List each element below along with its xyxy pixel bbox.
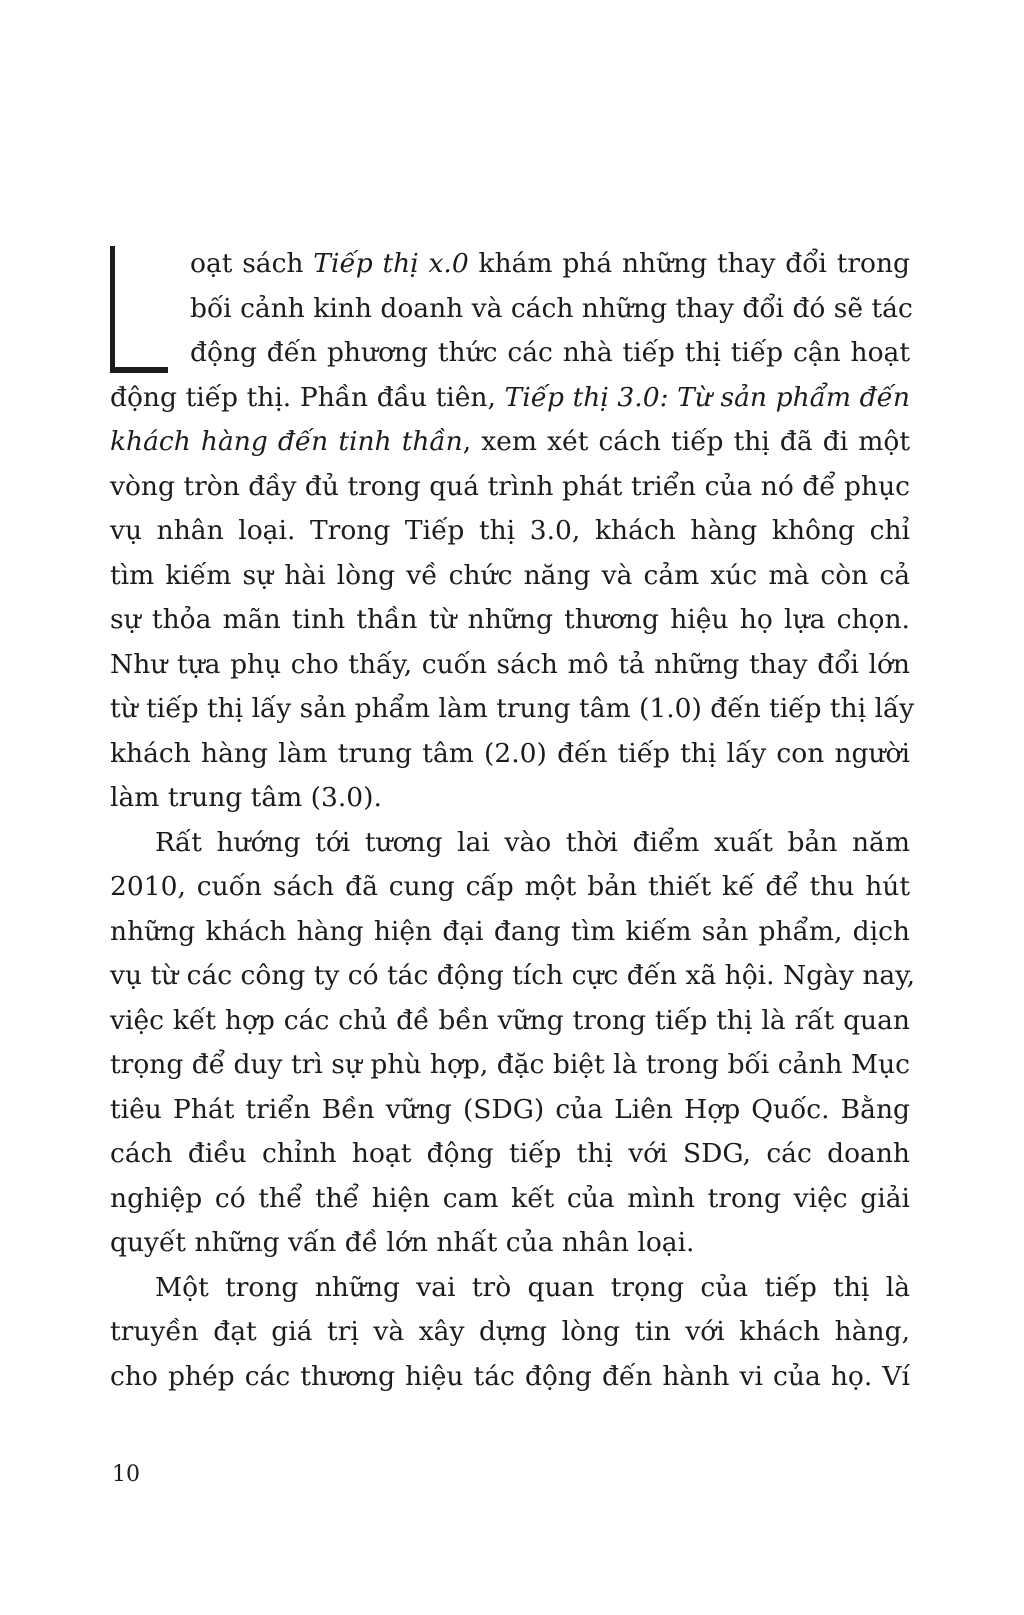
italic-title: Tiếp thị x.0 [313, 248, 469, 279]
text-run: vụ từ các công ty có tác động tích cực đến xã hội. Ngày nay, [110, 960, 916, 991]
text-line [110, 376, 910, 421]
text-run: bối cảnh kinh doanh và cách những thay đổi đó sẽ tác [190, 292, 913, 324]
text-run: quyết những vấn đề lớn nhất của nhân loại. [110, 1227, 695, 1258]
text-run: động đến phương thức các nhà tiếp thị tiếp cận hoạt [190, 337, 910, 368]
text-run: từ tiếp thị lấy sản phẩm làm trung tâm (1.0) đến tiếp thị lấy [110, 693, 915, 724]
text-run: việc kết hợp các chủ đề bền vững trong tiếp thị là rất quan [110, 1004, 910, 1036]
text-line [110, 554, 910, 599]
text-line [110, 1221, 910, 1266]
text-run: cách điều chỉnh hoạt động tiếp thị với SDG, các doanh [110, 1138, 910, 1169]
text-run: , xem xét cách tiếp thị đã đi một [462, 426, 910, 457]
text-line [110, 954, 916, 999]
text-run: nghiệp có thể thể hiện cam kết của mình trong việc giải [110, 1182, 910, 1214]
text-run: làm trung tâm (3.0). [110, 782, 382, 813]
text-run: sự thỏa mãn tinh thần từ những thương hiệu họ lựa chọn. [110, 604, 910, 635]
text-run: khám phá những thay đổi trong [468, 248, 910, 279]
text-line [110, 776, 910, 821]
text-line [190, 287, 913, 332]
text-run: tìm kiếm sự hài lòng về chức năng và cảm xúc mà còn cả [110, 559, 910, 591]
text-line [110, 509, 910, 554]
text-run: Rất hướng tới tương lai vào thời điểm xuất bản năm [155, 826, 910, 858]
text-run: Một trong những vai trò quan trọng của tiếp thị là [155, 1271, 910, 1303]
text-line [110, 999, 910, 1044]
italic-title: khách hàng đến tinh thần [110, 426, 463, 457]
text-run: truyền đạt giá trị và xây dựng lòng tin với khách hàng, [110, 1316, 910, 1347]
text-line [110, 465, 910, 510]
text-line [190, 331, 910, 376]
text-run: khách hàng làm trung tâm (2.0) đến tiếp thị lấy con người [110, 737, 910, 769]
opening-lines [190, 242, 913, 376]
text-line [110, 1266, 910, 1311]
text-run: động tiếp thị. Phần đầu tiên, [110, 381, 505, 413]
text-line [110, 420, 910, 465]
text-run: những khách hàng hiện đại đang tìm kiếm sản phẩm, dịch [110, 915, 910, 947]
text-line [110, 1088, 910, 1133]
text-line [110, 598, 910, 643]
drop-cap-foot [110, 367, 168, 373]
drop-cap-stem [110, 246, 115, 372]
text-line [110, 643, 910, 688]
text-line [110, 687, 915, 732]
text-run: cho phép các thương hiệu tác động đến hành vi của họ. Ví [110, 1360, 910, 1392]
page-number: 10 [112, 1462, 140, 1487]
text-line [110, 1132, 910, 1177]
text-line [110, 732, 910, 777]
text-line [110, 865, 910, 910]
text-run: Như tựa phụ cho thấy, cuốn sách mô tả những thay đổi lớn [110, 648, 910, 680]
text-line [110, 1043, 910, 1088]
text-run: tiêu Phát triển Bền vững (SDG) của Liên Hợp Quốc. Bằng [110, 1093, 910, 1125]
italic-title: Tiếp thị 3.0: Từ sản phẩm đến [504, 381, 910, 413]
text-run: oạt sách [190, 248, 314, 279]
text-run: vòng tròn đầy đủ trong quá trình phát triển của nó để phục [110, 470, 910, 502]
text-line [110, 1355, 910, 1400]
body-text [110, 376, 916, 1400]
text-line [110, 1310, 910, 1355]
text-line [190, 242, 910, 287]
text-line [110, 910, 910, 955]
text-run: vụ nhân loại. Trong Tiếp thị 3.0, khách hàng không chỉ [110, 515, 910, 546]
text-line [110, 1177, 910, 1222]
drop-cap [110, 246, 168, 376]
text-run: trọng để duy trì sự phù hợp, đặc biệt là trong bối cảnh Mục [110, 1049, 910, 1080]
text-run: 2010, cuốn sách đã cung cấp một bản thiết kế để thu hút [110, 871, 910, 902]
text-line [110, 821, 910, 866]
